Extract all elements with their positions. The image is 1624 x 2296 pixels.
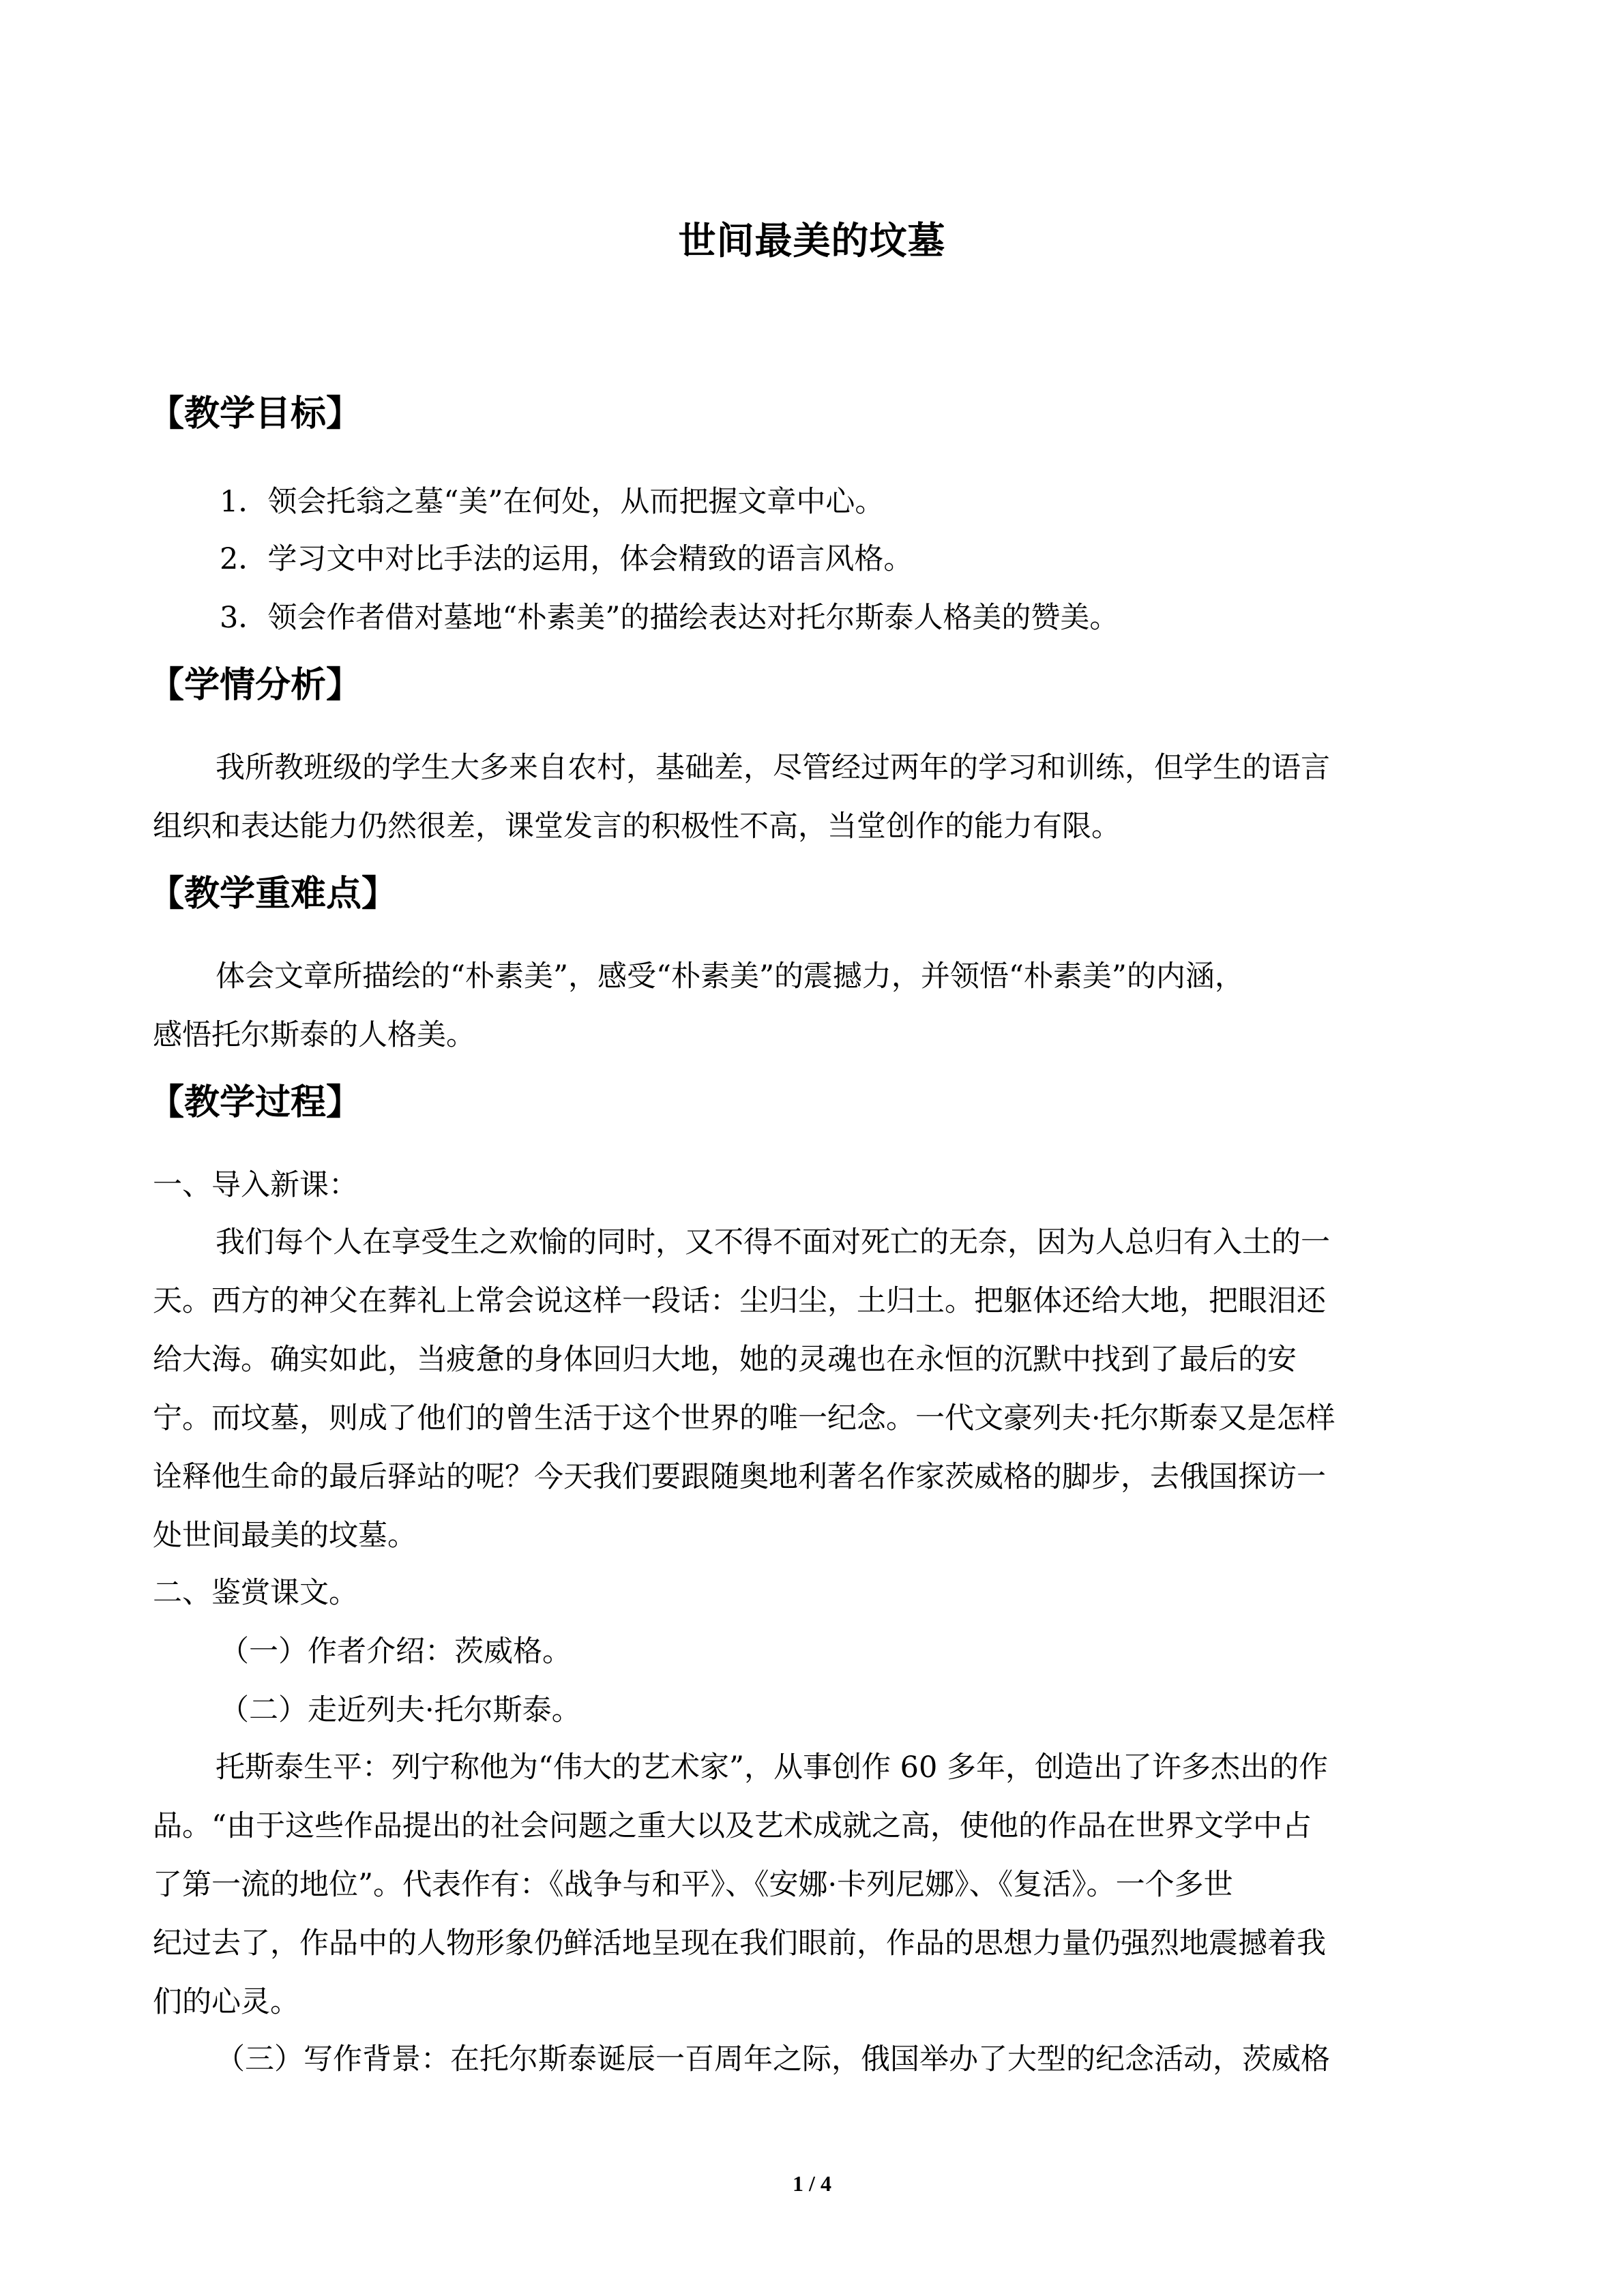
- process-heading: 【教学过程】: [149, 1082, 362, 1123]
- intro-line: 宁。而坟墓，则成了他们的曾生活于这个世界的唯一纪念。一代文豪列夫·托尔斯泰又是怎样: [153, 1401, 1335, 1435]
- intro-label: 一、导入新课：: [153, 1168, 358, 1202]
- key-points-heading: 【教学重难点】: [149, 874, 398, 914]
- tolstoy-line: 们的心灵。: [153, 1985, 299, 2019]
- subsection-tolstoy: （二）走近列夫·托尔斯泰。: [220, 1693, 581, 1727]
- analysis-line: 我所教班级的学生大多来自农村，基础差，尽管经过两年的学习和训练，但学生的语言: [216, 751, 1330, 785]
- tolstoy-line: 托斯泰生平：列宁称他为“伟大的艺术家”，从事创作 60 多年，创造出了许多杰出的作: [216, 1750, 1329, 1785]
- tolstoy-line: 纪过去了，作品中的人物形象仍鲜活地呈现在我们眼前，作品的思想力量仍强烈地震撼着我: [153, 1926, 1326, 1960]
- key-points-line: 感悟托尔斯泰的人格美。: [153, 1018, 475, 1052]
- subsection-author: （一）作者介绍：茨威格。: [220, 1635, 572, 1669]
- intro-line: 给大海。确实如此，当疲惫的身体回归大地，她的灵魂也在永恒的沉默中找到了最后的安: [153, 1343, 1297, 1377]
- analysis-heading: 【学情分析】: [149, 665, 362, 706]
- intro-line: 诠释他生命的最后驿站的呢？今天我们要跟随奥地利著名作家茨威格的脚步，去俄国探访一: [153, 1460, 1326, 1494]
- appreciation-label: 二、鉴赏课文。: [153, 1576, 358, 1610]
- subsection-background: （三）写作背景：在托尔斯泰诞辰一百周年之际，俄国举办了大型的纪念活动，茨威格: [216, 2042, 1330, 2076]
- objective-item: 2．学习文中对比手法的运用，体会精致的语言风格。: [220, 542, 913, 576]
- intro-line: 处世间最美的坟墓。: [153, 1519, 417, 1553]
- objective-item: 1．领会托翁之墓“美”在何处，从而把握文章中心。: [220, 485, 885, 519]
- key-points-line: 体会文章所描绘的“朴素美”，感受“朴素美”的震撼力，并领悟“朴素美”的内涵，: [216, 959, 1244, 994]
- objectives-heading: 【教学目标】: [149, 393, 362, 434]
- intro-line: 天。西方的神父在葬礼上常会说这样一段话：尘归尘，土归土。把躯体还给大地，把眼泪还: [153, 1284, 1326, 1318]
- page-number: 1 / 4: [793, 2171, 831, 2196]
- document-title: 世间最美的坟墓: [678, 219, 946, 263]
- analysis-line: 组织和表达能力仍然很差，课堂发言的积极性不高，当堂创作的能力有限。: [153, 809, 1121, 844]
- intro-line: 我们每个人在享受生之欢愉的同时，又不得不面对死亡的无奈，因为人总归有入土的一: [216, 1225, 1330, 1259]
- tolstoy-line: 了第一流的地位”。代表作有：《战争与和平》、《安娜·卡列尼娜》、《复活》。一个多世: [153, 1868, 1233, 1902]
- objective-item: 3．领会作者借对墓地“朴素美”的描绘表达对托尔斯泰人格美的赞美。: [220, 601, 1119, 635]
- tolstoy-line: 品。“由于这些作品提出的社会问题之重大以及艺术成就之高，使他的作品在世界文学中占: [153, 1809, 1312, 1843]
